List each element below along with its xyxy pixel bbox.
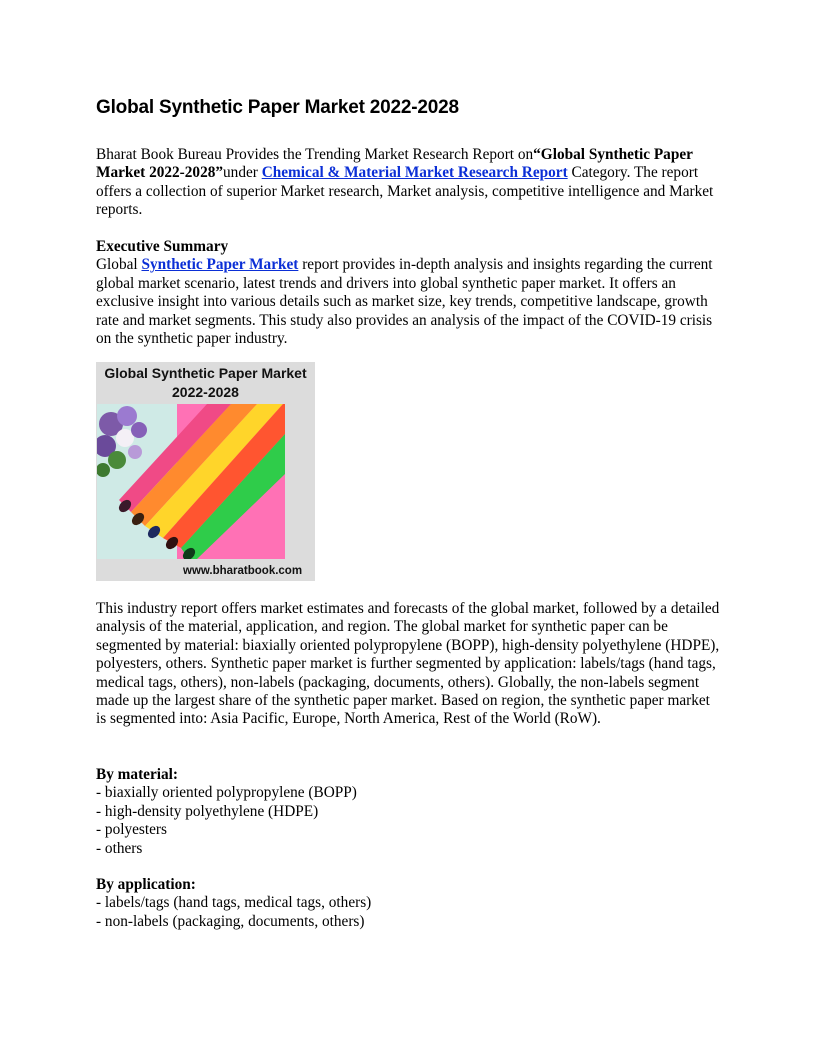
executive-body: report provides in-depth analysis and insights regarding the current global market scenario, latest trends and drivers into global synthetic paper market. It offers an exclusive insight into various details such as market size, key trends, competitive landscape, growth rate and market segments. This study also provides an analysis of the impact of the COVID-19 crisis on the synthetic paper industry. [96, 256, 713, 348]
executive-summary-heading: Executive Summary [96, 238, 229, 255]
list-item: - others [96, 839, 143, 857]
list-item: - polyesters [96, 821, 167, 839]
report-name: “Global Synthetic Paper Market 2022-2028” [96, 146, 693, 182]
by-application-heading: By application: [96, 876, 196, 893]
executive-summary [96, 238, 720, 348]
by-application-section [96, 876, 371, 931]
executive-prefix: Global [96, 256, 142, 274]
list-item: - labels/tags (hand tags, medical tags, others) [96, 894, 372, 912]
material-list [96, 784, 357, 858]
synthetic-paper-market-link[interactable]: Synthetic Paper Market [141, 256, 299, 274]
cover-title [96, 364, 315, 402]
intro-paragraph [96, 146, 720, 220]
application-list [96, 894, 371, 931]
cover-title-line1: Global Synthetic Paper Market [104, 365, 307, 381]
overview-paragraph: This industry report offers market estimates and forecasts of the global market, followed by a detailed analysis of the material, application, and region. The global market for synthetic paper can be segmented by material: biaxially oriented polypropylene (BOPP), high-density polyethylene (HDPE), polyesters, others. Synthetic paper market is further segmented by application: labels/tags (hand tags, medical tags, others), non-labels (packaging, documents, others). Globally, the non-labels segment made up the largest share of the synthetic paper market. Based on region, the synthetic paper market is segmented into: Asia Pacific, Europe, North America, Rest of the World (RoW). [96, 600, 720, 728]
intro-under: under [223, 164, 262, 182]
intro-lead: Bharat Book Bureau Provides the Trending Market Research Report on [96, 146, 534, 163]
cover-url: www.bharatbook.com [183, 565, 303, 577]
intro-tail: Category. The report offers a collection of superior Market research, Market analysis, competitive intelligence and Market reports. [96, 164, 714, 219]
by-material-heading: By material: [96, 766, 178, 783]
paper-rolls-illustration [97, 404, 285, 559]
page-title: Global Synthetic Paper Market 2022-2028 [96, 97, 459, 118]
list-item: - biaxially oriented polypropylene (BOPP) [96, 784, 357, 802]
list-item: - high-density polyethylene (HDPE) [96, 802, 319, 820]
cover-title-line2: 2022-2028 [172, 384, 239, 400]
category-link[interactable]: Chemical & Material Market Research Report [261, 164, 568, 182]
by-material-section [96, 766, 357, 858]
report-cover-image [96, 362, 315, 581]
list-item: - non-labels (packaging, documents, others) [96, 912, 365, 930]
paper-rolls-photo [97, 404, 285, 559]
